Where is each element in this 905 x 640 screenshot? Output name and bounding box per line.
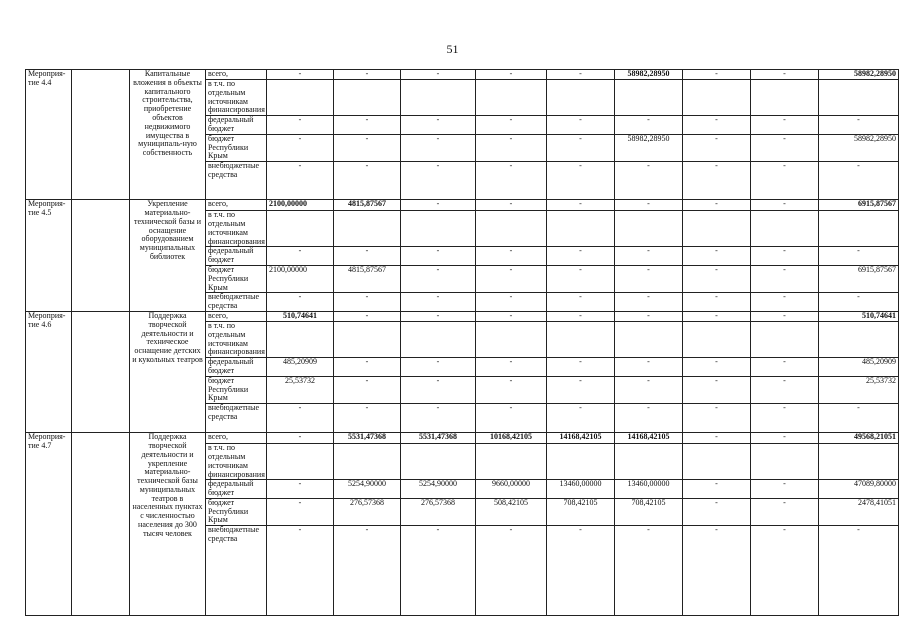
value-cell: 25,53732 [267,376,334,403]
value-cell: - [401,70,476,80]
value-cell: - [547,376,615,403]
value-cell: - [476,376,547,403]
value-cell: - [334,247,401,266]
source-label-republic: бюджет Республики Крым [206,376,267,403]
value-cell: 485,20909 [267,358,334,377]
value-cell: - [615,265,683,292]
value-cell: - [819,404,899,433]
source-label-total: всего, [206,433,267,444]
value-cell [401,321,476,357]
value-cell: - [401,293,476,312]
value-cell: - [334,526,401,616]
source-label-republic: бюджет Республики Крым [206,265,267,292]
value-cell [819,211,899,247]
value-cell: - [547,247,615,266]
value-cell: - [267,116,334,135]
value-cell: - [401,265,476,292]
value-cell: 510,74641 [267,311,334,321]
value-cell [683,321,751,357]
event-name: Поддержка творческой деятельности и укрепление материально-технической базы муниципальных театров в населенных пунктах с численностью населения до 300 тысяч человек [130,433,206,616]
value-cell: - [751,116,819,135]
value-cell: - [751,162,819,200]
value-cell [751,321,819,357]
value-cell: - [401,376,476,403]
value-cell [267,321,334,357]
value-cell: 58982,28950 [615,70,683,80]
value-cell: 58982,28950 [615,134,683,161]
value-cell: - [615,116,683,135]
value-cell: - [334,70,401,80]
value-cell: - [751,265,819,292]
value-cell [267,211,334,247]
source-label-republic: бюджет Республики Крым [206,498,267,525]
value-cell: - [819,293,899,312]
table-row [26,433,899,444]
value-cell: - [615,376,683,403]
value-cell [751,80,819,116]
value-cell: - [267,433,334,444]
value-cell: - [751,200,819,211]
value-cell: 13460,00000 [615,480,683,499]
value-cell: - [334,116,401,135]
value-cell: - [267,70,334,80]
value-cell [401,80,476,116]
value-cell: 49568,21051 [819,433,899,444]
source-label-extra: внебюджетные средства [206,404,267,433]
executor-cell [72,311,130,432]
value-cell: - [401,526,476,616]
value-cell: - [476,293,547,312]
value-cell [476,80,547,116]
value-cell [334,211,401,247]
value-cell: - [819,116,899,135]
value-cell: - [751,134,819,161]
value-cell: - [547,70,615,80]
value-cell: - [683,265,751,292]
value-cell [819,321,899,357]
executor-cell [72,200,130,312]
value-cell: - [476,162,547,200]
value-cell: - [267,134,334,161]
value-cell [683,444,751,480]
value-cell: - [751,247,819,266]
value-cell: 4815,87567 [334,200,401,211]
value-cell: - [751,376,819,403]
source-label-republic: бюджет Республики Крым [206,134,267,161]
value-cell: - [401,134,476,161]
source-label-incl: в т.ч. по отдельным источникам финансирования [206,444,267,480]
value-cell: - [615,358,683,377]
value-cell: - [267,404,334,433]
table-row [26,311,899,321]
value-cell: - [547,358,615,377]
value-cell: - [267,498,334,525]
value-cell [751,444,819,480]
value-cell [334,444,401,480]
value-cell: - [547,200,615,211]
value-cell: - [334,376,401,403]
value-cell [683,211,751,247]
value-cell: 276,57368 [401,498,476,525]
value-cell: - [683,376,751,403]
value-cell [751,211,819,247]
page-number: 51 [446,42,459,56]
value-cell [334,80,401,116]
value-cell: 508,42105 [476,498,547,525]
value-cell: - [476,200,547,211]
source-label-federal: федеральный бюджет [206,116,267,135]
value-cell: 47089,80000 [819,480,899,499]
value-cell: 25,53732 [819,376,899,403]
value-cell: - [615,293,683,312]
value-cell: 6915,87567 [819,265,899,292]
value-cell: - [267,162,334,200]
value-cell: - [683,433,751,444]
value-cell [401,444,476,480]
source-label-federal: федеральный бюджет [206,358,267,377]
value-cell: - [683,526,751,616]
value-cell: - [401,247,476,266]
value-cell: - [267,247,334,266]
value-cell: - [267,293,334,312]
value-cell: - [683,404,751,433]
value-cell: 10168,42105 [476,433,547,444]
source-label-extra: внебюджетные средства [206,526,267,616]
value-cell: - [401,358,476,377]
value-cell: - [683,311,751,321]
value-cell: - [401,200,476,211]
event-name: Поддержка творческой деятельности и техническое оснащение детских и кукольных театров [130,311,206,432]
value-cell: - [547,265,615,292]
source-label-extra: внебюджетные средства [206,162,267,200]
value-cell [547,321,615,357]
event-name: Капитальные вложения в объекты капитального строительства, приобретение объектов недвижимого имущества в муниципаль-ную собственность [130,70,206,200]
value-cell: 485,20909 [819,358,899,377]
event-id: Мероприя-тие 4.7 [26,433,72,616]
value-cell: 9660,00000 [476,480,547,499]
value-cell: 13460,00000 [547,480,615,499]
value-cell: - [683,498,751,525]
value-cell: 5531,47368 [334,433,401,444]
value-cell: 708,42105 [615,498,683,525]
value-cell: - [334,293,401,312]
value-cell: - [683,480,751,499]
value-cell: - [751,404,819,433]
table-row [26,200,899,211]
value-cell: - [401,311,476,321]
value-cell: - [476,70,547,80]
source-label-total: всего, [206,200,267,211]
value-cell: - [476,265,547,292]
value-cell: - [615,526,683,616]
value-cell: - [683,293,751,312]
value-cell: - [267,480,334,499]
value-cell: - [334,404,401,433]
value-cell: - [615,404,683,433]
value-cell: - [751,433,819,444]
value-cell [476,321,547,357]
value-cell [401,211,476,247]
value-cell: 510,74641 [819,311,899,321]
value-cell [547,211,615,247]
value-cell: - [476,358,547,377]
value-cell: 6915,87567 [819,200,899,211]
value-cell: - [476,311,547,321]
value-cell: - [476,247,547,266]
value-cell: - [547,404,615,433]
value-cell [683,80,751,116]
value-cell: - [547,293,615,312]
value-cell: - [615,162,683,200]
value-cell: - [547,134,615,161]
value-cell [615,321,683,357]
source-label-federal: федеральный бюджет [206,480,267,499]
value-cell: - [751,498,819,525]
value-cell: 5254,90000 [401,480,476,499]
value-cell [267,444,334,480]
value-cell [615,444,683,480]
value-cell: - [683,358,751,377]
value-cell: - [751,311,819,321]
value-cell [334,321,401,357]
value-cell: - [334,311,401,321]
value-cell: - [547,162,615,200]
value-cell: - [751,70,819,80]
event-id: Мероприя-тие 4.4 [26,70,72,200]
value-cell: - [615,200,683,211]
value-cell: - [334,358,401,377]
budget-table [25,69,899,616]
value-cell: - [819,162,899,200]
value-cell: 14168,42105 [615,433,683,444]
value-cell: 14168,42105 [547,433,615,444]
value-cell: 58982,28950 [819,70,899,80]
value-cell: - [683,247,751,266]
value-cell: 4815,87567 [334,265,401,292]
value-cell: - [683,116,751,135]
source-label-incl: в т.ч. по отдельным источникам финансирования [206,211,267,247]
value-cell: - [751,358,819,377]
value-cell: - [615,247,683,266]
value-cell: - [819,247,899,266]
value-cell: - [751,293,819,312]
value-cell: - [683,134,751,161]
value-cell: 2100,00000 [267,265,334,292]
value-cell: - [476,404,547,433]
value-cell: 276,57368 [334,498,401,525]
value-cell: - [683,162,751,200]
event-name: Укрепление материально-технической базы и оснащение оборудованием муниципальных библиотек [130,200,206,312]
source-label-incl: в т.ч. по отдельным источникам финансирования [206,80,267,116]
value-cell: - [476,526,547,616]
table-row [26,70,899,80]
value-cell [476,211,547,247]
value-cell: - [476,134,547,161]
value-cell: - [615,311,683,321]
value-cell: - [819,526,899,616]
value-cell [267,80,334,116]
value-cell: - [334,162,401,200]
value-cell: - [751,480,819,499]
value-cell [476,444,547,480]
value-cell: - [547,526,615,616]
value-cell: - [751,526,819,616]
value-cell [819,444,899,480]
value-cell [547,80,615,116]
value-cell: 708,42105 [547,498,615,525]
source-label-total: всего, [206,70,267,80]
value-cell [819,80,899,116]
value-cell: - [334,134,401,161]
value-cell [615,211,683,247]
source-label-total: всего, [206,311,267,321]
value-cell: - [476,116,547,135]
value-cell: 5254,90000 [334,480,401,499]
executor-cell [72,433,130,616]
value-cell: 5531,47368 [401,433,476,444]
value-cell [547,444,615,480]
value-cell: - [683,200,751,211]
value-cell: 58982,28950 [819,134,899,161]
value-cell: 2100,00000 [267,200,334,211]
source-label-incl: в т.ч. по отдельным источникам финансирования [206,321,267,357]
value-cell: - [401,404,476,433]
value-cell: - [547,311,615,321]
value-cell: - [683,70,751,80]
value-cell: - [547,116,615,135]
value-cell: - [401,162,476,200]
source-label-extra: внебюджетные средства [206,293,267,312]
value-cell: 2478,41051 [819,498,899,525]
executor-cell [72,70,130,200]
event-id: Мероприя-тие 4.5 [26,200,72,312]
value-cell: - [401,116,476,135]
event-id: Мероприя-тие 4.6 [26,311,72,432]
value-cell: - [267,526,334,616]
source-label-federal: федеральный бюджет [206,247,267,266]
value-cell [615,80,683,116]
